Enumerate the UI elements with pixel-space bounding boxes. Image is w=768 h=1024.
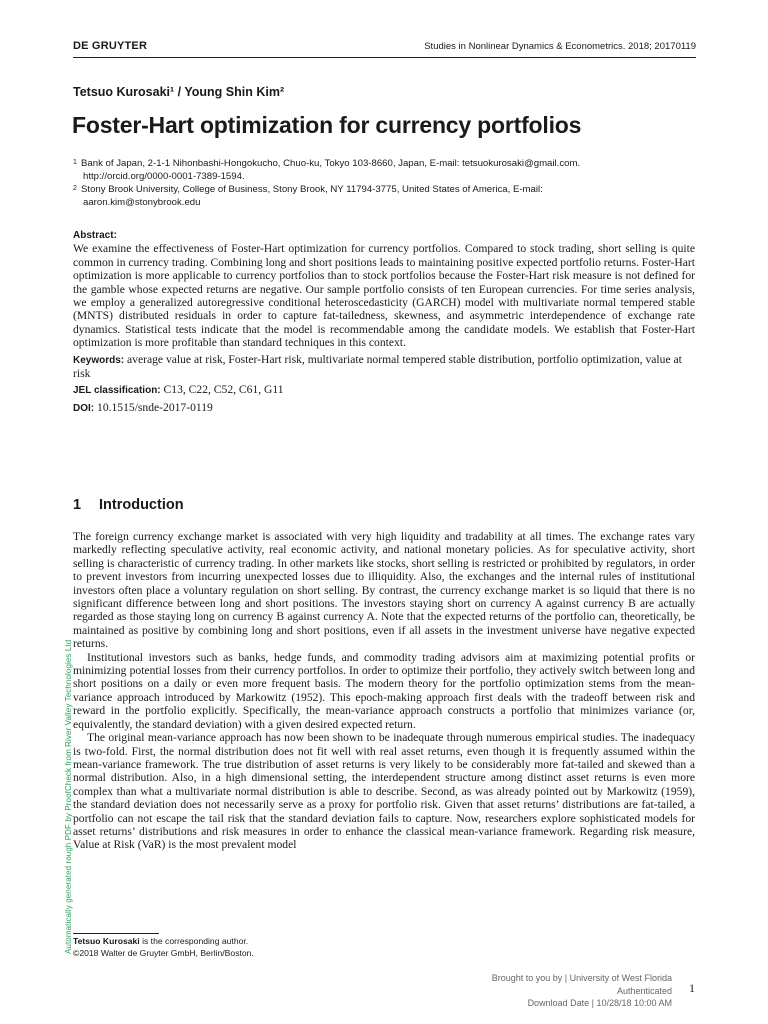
affiliation-text: Stony Brook University, College of Business, Stony Brook, NY 11794-3775, United States of America, E-mail:	[81, 184, 543, 195]
affiliation-text: Bank of Japan, 2-1-1 Nihonbashi-Hongokucho, Chuo-ku, Tokyo 103-8660, Japan, E-mail: tetsuokurosaki@gmail.com.	[81, 158, 581, 169]
affiliation-1	[73, 157, 693, 183]
footnote-divider	[73, 933, 159, 934]
jel-line	[73, 383, 695, 397]
corresponding-author-note	[73, 935, 254, 947]
doi-link[interactable]: 10.1515/snde-2017-0119	[97, 400, 213, 414]
keywords-text: average value at risk, Foster-Hart risk, multivariate normal tempered stable distribution, portfolio optimization, value at risk	[73, 352, 682, 381]
affiliations	[73, 157, 693, 209]
section-number: 1	[73, 497, 82, 513]
doi-label: DOI:	[73, 402, 95, 414]
section-heading	[73, 497, 184, 513]
download-date: Download Date | 10/28/18 10:00 AM	[527, 998, 672, 1008]
email-link[interactable]: aaron.kim@stonybrook.edu	[83, 197, 201, 208]
side-watermark: Automatically generated rough PDF by ProofCheck from River Valley Technologies Ltd	[64, 639, 73, 954]
download-authenticated: Authenticated	[616, 985, 672, 996]
orcid-link[interactable]: http://orcid.org/0000-0001-7389-1594.	[83, 171, 245, 182]
corresponding-author-text: is the corresponding author.	[139, 936, 249, 946]
download-provider: Brought to you by | University of West Florida	[491, 973, 672, 983]
affiliation-number: 1	[73, 159, 77, 166]
download-info	[492, 972, 672, 1010]
author-line: Tetsuo Kurosaki¹ / Young Shin Kim²	[73, 85, 285, 99]
abstract-text: We examine the effectiveness of Foster-Hart optimization for currency portfolios. Compared to stock trading, short selling is quite common in currency trading. Combining long and short positions leads to maintaining positive expected portfolio returns. Foster-Hart optimization is more applicable to currency portfolios than to stock portfolios because the Foster-Hart risk measure is not defined for the gamble whose expected returns are negative. Our sample portfolio consists of ten European currencies. For time series analysis, we employ a generalized autoregressive conditional heteroscedasticity (GARCH) model with multivariate normal tempered stable (MNTS) distributed residuals in order to capture fat-tailedness, skewness, and asymmetric interdependence of exchange rate dynamics. Statistical tests indicate that the model is recommendable among the candidate models. We establish that Foster-Hart optimization is more profitable than standard techniques in this context.	[73, 242, 695, 350]
jel-text: C13, C22, C52, C61, G11	[163, 383, 284, 397]
jel-label: JEL classification:	[73, 385, 161, 397]
section-title: Introduction	[99, 497, 184, 513]
corresponding-author-name: Tetsuo Kurosaki	[73, 936, 140, 946]
doi-line	[73, 401, 695, 415]
page-number: 1	[689, 981, 695, 995]
abstract-section	[73, 229, 695, 415]
body-paragraph: The original mean-variance approach has now been shown to be inadequate through numerous empirical studies. The inadequacy is two-fold. First, the normal distribution does not fit well with real asset returns, even though it is frequently assumed within the mean-variance framework. The true distribution of asset returns is very likely to be considerably more fat-tailed and skewed than a normal distribution. Also, in a high dimensional setting, the interdependent structure among distinct asset returns is even more complex than what a multivariate normal distribution is able to describe. Second, as was already pointed out by Markowitz (1959), the standard deviation does not necessarily serve as a proxy for portfolio risk. Given that asset returns’ distributions are fat-tailed, a portfolio can not escape the tail risk that the standard deviation fails to capture. Now, researchers explore sophisticated models for asset returns’ distributions and risk measures in order to enhance the classical mean-variance framework. Regarding risk measure, Value at Risk (VaR) is the most prevalent model	[73, 731, 695, 852]
paper-title: Foster-Hart optimization for currency portfolios	[72, 112, 582, 138]
publisher-name: DE GRUYTER	[73, 40, 148, 52]
copyright-note: ©2018 Walter de Gruyter GmbH, Berlin/Boston.	[73, 948, 254, 958]
keywords-label: Keywords:	[73, 354, 125, 366]
header-divider	[73, 57, 696, 58]
affiliation-2	[73, 183, 693, 209]
affiliation-number: 2	[73, 185, 77, 192]
keywords-line	[73, 353, 695, 381]
body-paragraph: Institutional investors such as banks, hedge funds, and commodity trading advisors aim at maximizing potential profits or minimizing potential losses from their currency portfolios. In order to optimize their portfolio, they actively switch between long and short positions on a daily or even more frequent basis. The modern theory for the portfolio optimization stems from the mean-variance approach introduced by Markowitz (1952). This epoch-making approach first deals with the tradeoff between risk and reward in the portfolio explicitly. Specifically, the mean-variance approach constructs a portfolio that minimizes variance (or, equivalently, the standard deviation) with a given desired expected return.	[73, 650, 695, 731]
abstract-label: Abstract:	[73, 230, 117, 241]
footnotes	[73, 935, 254, 959]
journal-citation: Studies in Nonlinear Dynamics & Econometrics. 2018; 20170119	[424, 41, 696, 52]
body-text	[73, 530, 695, 852]
body-paragraph: The foreign currency exchange market is associated with very high liquidity and tradability at all times. The exchange rates vary markedly reflecting speculative activity, real economic activity, and national monetary policies. As for speculative activity, short selling is characteristic of currency trading. In other markets like stocks, short selling is restricted or prohibited by regulators, in order to prevent investors from incurring unexpected losses due to illiquidity. Also, the exchanges and the internal rules of institutional investors often place a voluntary regulation on short selling. By contrast, the currency exchange market is so liquid that there is no significant difference between long and short positions. The investors staying short on currency A against currency B are actually regarded as those staying long on currency B against currency A. Note that the expected returns of the portfolio can, theoretically, be maintained as positive by combining long and short positions, even if all assets in the investment universe have negative expected returns.	[73, 530, 695, 651]
